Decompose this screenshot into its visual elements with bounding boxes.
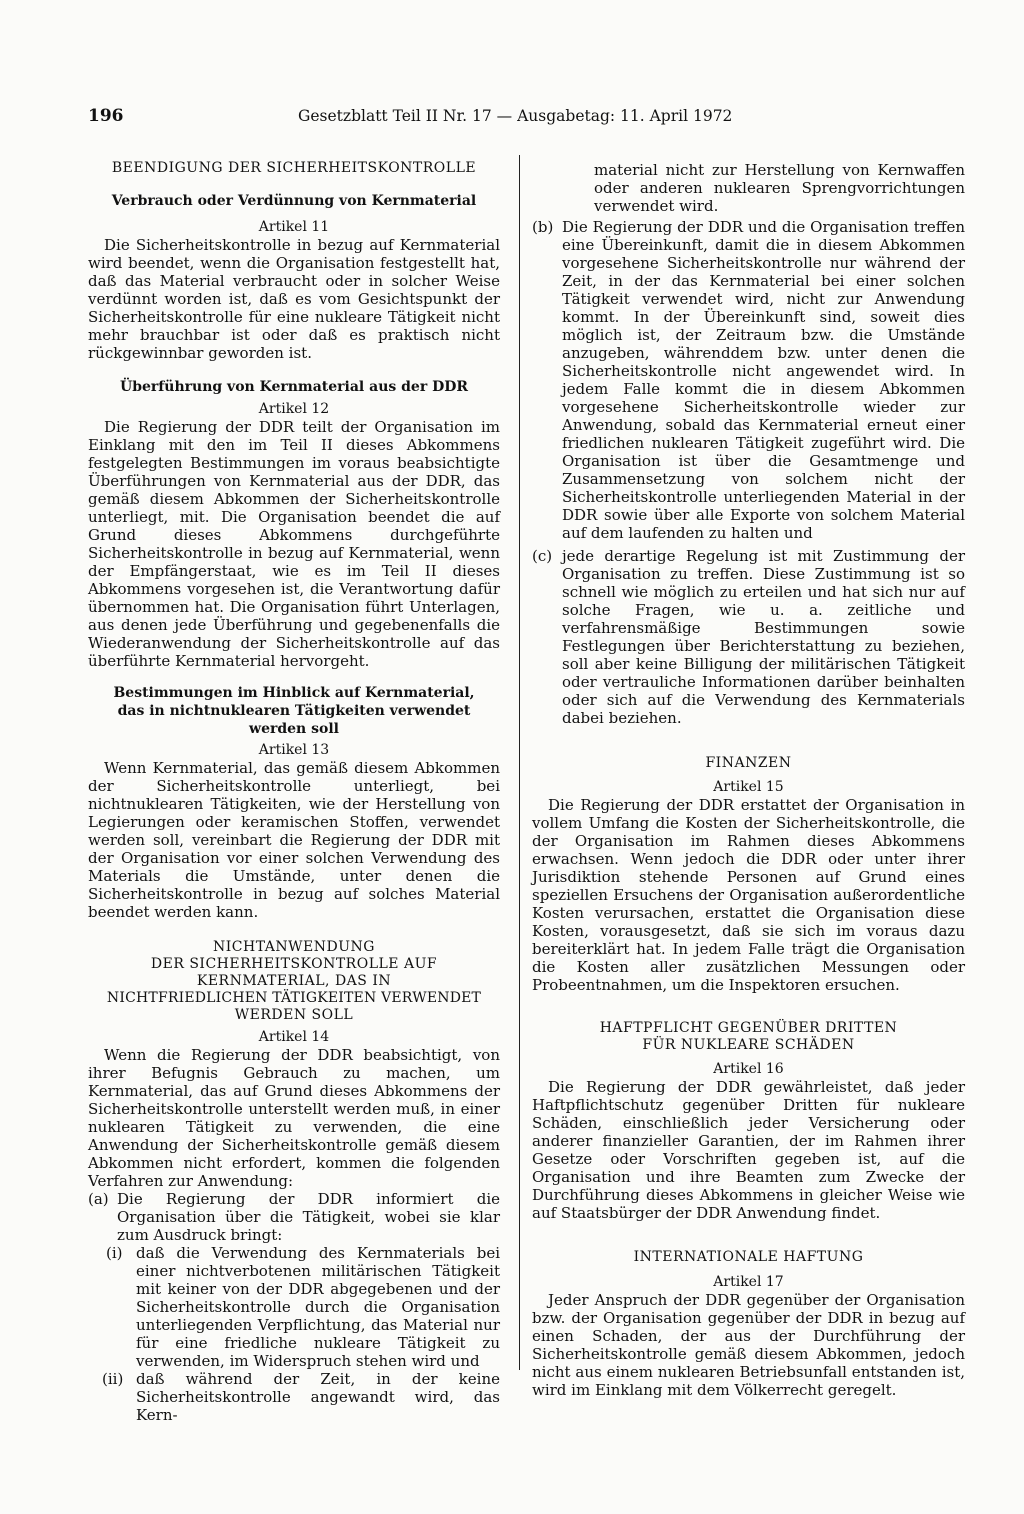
- subheading-bestimmungen: [88, 684, 500, 738]
- section-heading-line: DER SICHERHEITSKONTROLLE AUF: [150, 956, 438, 972]
- article-15-text: Die Regierung der DDR erstattet der Organisation in vollem Umfang die Kosten der Sicherheitskontrolle, die der Organisation im Rahmen dieses Abkommens erwachsen. Wenn jedoch die DDR oder unter ihrer Jurisdiktion stehende Personen auf Grund eines speziellen Ersuchens der Organisation außerordentliche Kosten verursachen, erstattet die Organisation diese Kosten, vorausgesetzt, daß sie sich im voraus dazu bereiterklärt hat. In jedem Falle trägt die Organisation die Kosten aller zusätzlichen Messungen oder Probeentnahmen, um die Inspektoren ersuchen.: [532, 796, 965, 994]
- article-17-text: Jeder Anspruch der DDR gegenüber der Organisation bzw. der Organisation gegenüber der DDR in bezug auf einen Schaden, der aus der Durchführung der Sicherheitskontrolle gemäß diesem Abkommen, jedoch nicht aus einem nuklearen Betriebsunfall entstanden ist, wird im Einklang mit dem Völkerrecht geregelt.: [532, 1291, 965, 1399]
- section-heading-internationale: INTERNATIONALE HAFTUNG: [633, 1249, 864, 1265]
- article-13-text: Wenn Kernmaterial, das gemäß diesem Abkommen der Sicherheitskontrolle unterliegt, bei nichtnuklearen Tätigkeiten, wie der Herstellung von Legierungen oder keramischen Stoffen, verwendet werden soll, vereinbart die Regierung der DDR mit der Organisation vor einer solchen Verwendung des Materials die Umstände, unter denen die Sicherheitskontrolle in bezug auf solches Material beendet werden kann.: [88, 759, 500, 921]
- article-12-text: Die Regierung der DDR teilt der Organisation im Einklang mit den im Teil II dieses Abkommens festgelegten Bestimmungen im voraus beabsichtigte Überführungen von Kernmaterial aus der DDR, das gemäß diesem Abkommen der Sicherheitskontrolle unterliegt, mit. Die Organisation beendet die auf Grund dieses Abkommens durchgeführte Sicherheitskontrolle in bezug auf Kernmaterial, wenn der Empfängerstaat, wie es im Teil II dieses Abkommens vorgesehen ist, die Verantwortung dafür übernommen hat. Die Organisation führt Unterlagen, aus denen jede Überführung und gegebenenfalls die Wiederanwendung der Sicherheitskontrolle auf das überführte Kernmaterial hervorgeht.: [88, 418, 500, 670]
- list-item-text: daß während der Zeit, in der keine Sicherheitskontrolle angewandt wird, das Kern-: [136, 1370, 500, 1424]
- list-item-ii-continued: material nicht zur Herstellung von Kernwaffen oder anderen nuklearen Sprengvorrichtungen verwendet wird.: [594, 161, 965, 215]
- subheading-bestimmungen-line: werden soll: [249, 721, 339, 737]
- page-header: [88, 106, 968, 128]
- article-11-title: Artikel 11: [258, 219, 330, 235]
- running-title: Gesetzblatt Teil II Nr. 17 — Ausgabetag: 11. April 1972: [298, 107, 733, 125]
- section-heading-line: NICHTFRIEDLICHEN TÄTIGKEITEN VERWENDET: [106, 990, 482, 1006]
- list-label: (a): [88, 1190, 109, 1208]
- list-item-c: [532, 547, 965, 727]
- right-column: [532, 161, 965, 1399]
- article-14-text: Wenn die Regierung der DDR beabsichtigt, von ihrer Befugnis Gebrauch zu machen, um Kernmaterial, das auf Grund dieses Abkommens der Sicherheitskontrolle unterstellt werden muß, in einer nuklearen Tätigkeit zu verwenden, die eine Anwendung der Sicherheitskontrolle gemäß diesem Abkommen nicht erfordert, kommen die folgenden Verfahren zur Anwendung:: [88, 1046, 500, 1190]
- section-heading-beendigung: BEENDIGUNG DER SICHERHEITSKONTROLLE: [111, 160, 477, 176]
- section-heading-nichtanwendung: [88, 939, 500, 1024]
- article-16-text: Die Regierung der DDR gewährleistet, daß jeder Haftpflichtschutz gegenüber Dritten für nukleare Schäden, einschließlich jeder Versicherung oder anderer finanzieller Garantien, der im Rahmen ihrer Gesetze oder Vorschriften gegeben ist, auf die Organisation und ihre Beamten zum Zwecke der Durchführung dieses Abkommens in gleicher Weise wie auf Staatsbürger der DDR Anwendung findet.: [532, 1078, 965, 1222]
- article-16-title: Artikel 16: [713, 1061, 784, 1077]
- section-heading-line: NICHTANWENDUNG: [213, 939, 375, 955]
- article-14-title: Artikel 14: [258, 1029, 330, 1045]
- subheading-bestimmungen-line: das in nichtnuklearen Tätigkeiten verwendet: [117, 703, 471, 719]
- section-heading-finanzen: FINANZEN: [705, 755, 792, 771]
- list-label: (ii): [102, 1370, 124, 1388]
- list-item-text: Die Regierung der DDR und die Organisation treffen eine Übereinkunft, damit die in diesem Abkommen vorgesehene Sicherheitskontrolle nur während der Zeit, in der das Kernmaterial bei einer solchen Tätigkeit verwendet wird, nicht zur Anwendung kommt. In der Übereinkunft sind, soweit dies möglich ist, der Zeitraum bzw. die Umstände anzugeben, währenddem bzw. unter denen die Sicherheitskontrolle nicht angewendet wird. In jedem Falle kommt die in diesem Abkommen vorgesehene Sicherheitskontrolle wieder zur Anwendung, sobald das Kernmaterial erneut einer friedlichen nuklearen Tätigkeit zugeführt wird. Die Organisation ist über die Gesamtmenge und Zusammensetzung von solchem nicht der Sicherheitskontrolle unterliegenden Material in der DDR sowie über alle Exporte von solchem Material auf dem laufenden zu halten und: [562, 218, 965, 542]
- left-column: [88, 160, 500, 1424]
- section-heading-haftpflicht: [532, 1020, 965, 1054]
- section-heading-line: KERNMATERIAL, DAS IN: [196, 973, 392, 989]
- list-item-text: jede derartige Regelung ist mit Zustimmung der Organisation zu treffen. Diese Zustimmung ist so schnell wie möglich zu erteilen und hat sich nur auf solche Fragen, wie u. a. zeitliche und verfahrensmäßige Bestimmungen sowie Festlegungen über Berichterstattung zu beziehen, soll aber keine Billigung der militärischen Tätigkeit oder vertrauliche Informationen darüber beinhalten oder sich auf die Verwendung des Kernmaterials dabei beziehen.: [562, 547, 965, 727]
- column-divider: [519, 155, 520, 1370]
- subheading-bestimmungen-line: Bestimmungen im Hinblick auf Kernmaterial,: [113, 685, 475, 701]
- list-item-text: Die Regierung der DDR informiert die Organisation über die Tätigkeit, wobei sie klar zum Ausdruck bringt:: [117, 1190, 500, 1244]
- list-label: (b): [532, 218, 554, 236]
- list-item-a: [88, 1190, 500, 1244]
- list-item-i: [88, 1244, 500, 1370]
- subheading-ueberfuehrung: Überführung von Kernmaterial aus der DDR: [120, 379, 468, 395]
- article-17-title: Artikel 17: [713, 1274, 784, 1290]
- article-11-text: Die Sicherheitskontrolle in bezug auf Kernmaterial wird beendet, wenn die Organisation festgestellt hat, daß das Material verbraucht oder in solcher Weise verdünnt worden ist, daß es vom Gesichtspunkt der Sicherheitskontrolle für eine nukleare Tätigkeit nicht mehr brauchbar ist oder daß es praktisch nicht rückgewinnbar geworden ist.: [88, 236, 500, 362]
- subheading-verbrauch: Verbrauch oder Verdünnung von Kernmaterial: [111, 193, 477, 209]
- list-item-ii: [88, 1370, 500, 1424]
- list-item-text: daß die Verwendung des Kernmaterials bei einer nichtverbotenen militärischen Tätigkeit mit keiner von der DDR abgegebenen und der Sicherheitskontrolle durch die Organisation unterliegenden Verpflichtung, das Material nur für eine friedliche nukleare Tätigkeit zu verwenden, im Widerspruch stehen wird und: [136, 1244, 500, 1370]
- article-13-title: Artikel 13: [258, 742, 330, 758]
- article-12-title: Artikel 12: [258, 401, 330, 417]
- list-item-b: [532, 218, 965, 542]
- list-label: (c): [532, 547, 553, 565]
- list-label: (i): [106, 1244, 123, 1262]
- page-number: 196: [88, 106, 124, 126]
- section-heading-line: FÜR NUKLEARE SCHÄDEN: [642, 1037, 855, 1053]
- section-heading-line: HAFTPFLICHT GEGENÜBER DRITTEN: [599, 1020, 898, 1036]
- section-heading-line: WERDEN SOLL: [234, 1007, 354, 1023]
- article-15-title: Artikel 15: [713, 779, 784, 795]
